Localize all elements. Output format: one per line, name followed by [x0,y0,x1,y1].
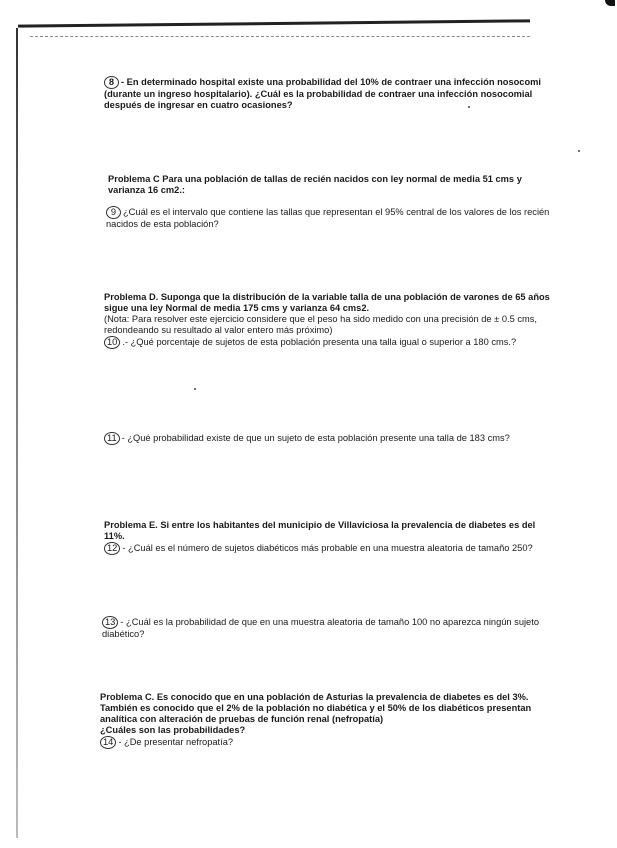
question-8: 8 - En determinado hospital existe una probabilidad del 10% de contraer una infección nosocomi (durante un ingreso hospitalario). ¿Cuál es la probabilidad de contraer una infección nosocomial después de ingresar en cuatro ocasiones? [104,77,541,110]
question-13: 13 - ¿Cuál es la probabilidad de que en una muestra aleatoria de tamaño 100 no aparezca ningún sujeto diabético? [102,617,539,639]
question-number-10: 10 [104,336,120,349]
question-number-11: 11 [104,432,120,445]
question-9: 9 ¿Cuál es el intervalo que contiene las tallas que representan el 95% central de los valores de los recién nacidos de esta población? [106,207,550,229]
scan-border-top [18,19,530,27]
problem-d-note: (Nota: Para resolver este ejercicio considere que el peso ha sido medido con una precisión de ± 0.5 cms, [104,314,537,324]
scan-speck [194,388,196,390]
problem-c-asturias: Problema C. Es conocido que en una población de Asturias la prevalencia de diabetes es del 3%. También es conocido que el 2% de la población no diabética y el 50% de los diabéticos presentan analítica con alteración de pruebas de función renal (nefropatía) ¿Cuáles son las probabilidades? 14 - ¿De presentar nefropatía? [100,692,532,747]
question-number-8: 8 [104,76,119,89]
scan-corner-mark [605,0,615,6]
question-number-13: 13 [102,616,118,629]
question-14: - ¿De presentar nefropatía? [118,737,234,747]
scan-dash-line [30,36,530,37]
question-12: - ¿Cuál es el número de sujetos diabéticos más probable en una muestra aleatoria de tamaño 250? [122,543,533,553]
question-11: 11 - ¿Qué probabilidad existe de que un sujeto de esta población presente una talla de 183 cms? [104,432,564,445]
question-number-14: 14 [100,736,116,749]
scan-border-left [16,28,18,838]
question-10: .- ¿Qué porcentaje de sujetos de esta población presenta una talla igual o superior a 180 cms.? [122,337,517,347]
question-number-12: 12 [104,542,120,555]
problem-e: Problema E. Si entre los habitantes del municipio de Villaviciosa la prevalencia de diabetes es del 11%. 12 - ¿Cuál es el número de sujetos diabéticos más probable en una muestra aleatoria de tamaño 250? [104,520,536,553]
scan-speck [578,150,580,152]
question-number-9: 9 [106,206,121,219]
problem-c-newborns: Problema C Para una población de tallas de recién nacidos con ley normal de media 51 cms y varianza 16 cm2.: [108,174,522,195]
problem-d: Problema D. Suponga que la distribución de la variable talla de una población de varones de 65 años sigue una ley Normal de media 175 cms y varianza 64 cms2. (Nota: Para resolver este ejercicio considere que el peso ha sido medido con una precisión de ± 0.5 cms, redondeando su resultado al valor entero más próximo) 10 .- ¿Qué porcentaje de sujetos de esta población presenta una talla igual o superior a 180 cms.? [104,292,564,349]
